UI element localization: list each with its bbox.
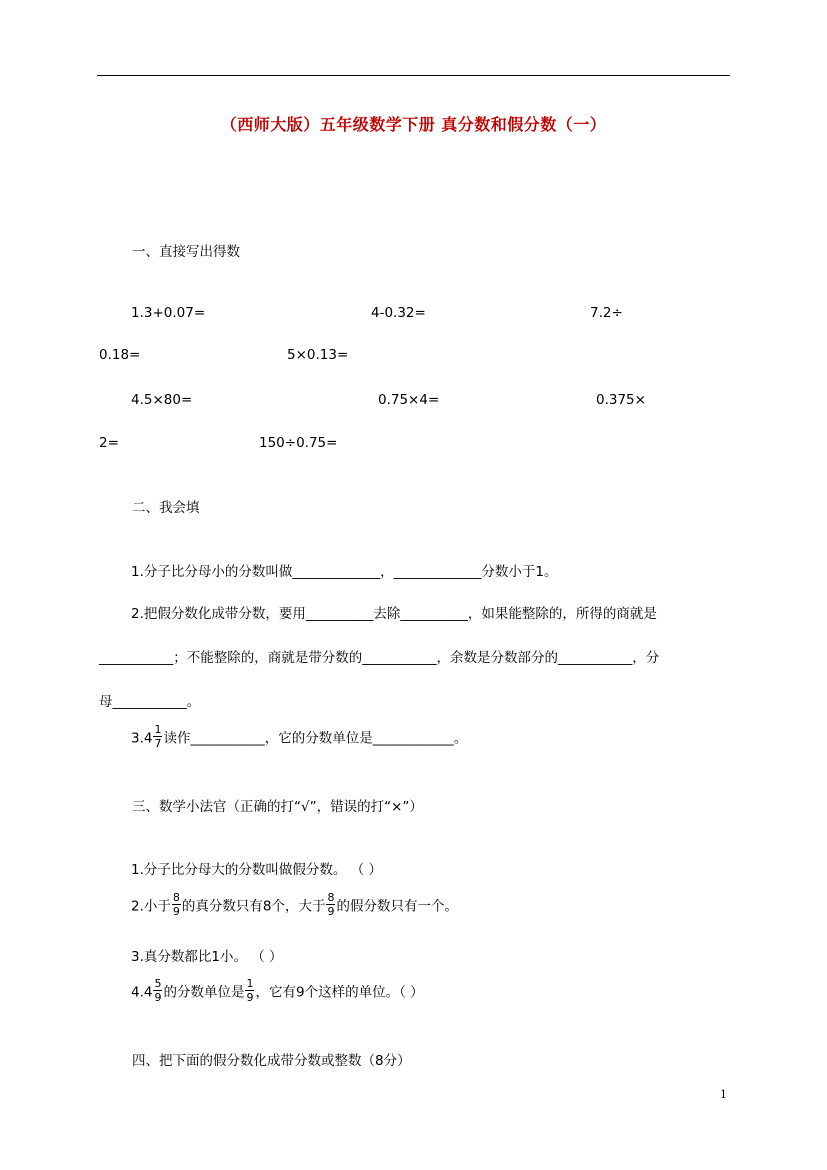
judge-question-2: 2.小于 $\frac{8}{9}$ 的真分数只有8个，大于 $\frac{8}{9}$ 的假分数只有一个。 [131, 891, 458, 918]
section1-heading: 一、直接写出得数 [132, 244, 240, 260]
fill-question-3 [131, 723, 468, 751]
fill-question-2-line2: ___________；不能整除的，商就是带分数的___________，余数是分数部分的___________，分 [99, 650, 660, 666]
document-title: （西师大版）五年级数学下册 真分数和假分数（一） [220, 115, 607, 134]
fraction: $\frac{8}{9}$ [327, 891, 335, 918]
fill-question-1: 1.分子比分母小的分数叫做_____________，_____________分数小于1。 [131, 564, 558, 580]
judge-question-1: 1.分子比分母大的分数叫做假分数。 （ ） [131, 862, 382, 878]
calc-item: 0.75×4= [378, 392, 440, 408]
calc-item: 2= [99, 435, 119, 451]
calc-item: 0.18= [99, 347, 141, 363]
calc-item: 1.3+0.07= [131, 305, 206, 321]
fraction: $\frac{8}{9}$ [172, 891, 180, 918]
calc-item: 0.375× [596, 392, 646, 408]
question-text: 3.4 [131, 730, 153, 747]
fill-question-2-line3: 母___________。 [99, 694, 201, 710]
calc-item: 4.5×80= [131, 392, 193, 408]
fraction: $\frac{1}{7}$ [154, 723, 162, 750]
page-number: 1 [720, 1088, 727, 1101]
judge-question-3: 3.真分数都比1小。 （ ） [131, 949, 283, 965]
calc-item: 4-0.32= [371, 305, 426, 321]
question-text: 读作___________，它的分数单位是____________。 [163, 730, 468, 747]
calc-item: 5×0.13= [287, 347, 349, 363]
fraction: $\frac{1}{9}$ [246, 977, 254, 1004]
section2-heading: 二、我会填 [132, 500, 200, 516]
calc-item: 7.2÷ [590, 305, 623, 321]
header-rule [97, 75, 730, 76]
section3-heading: 三、数学小法官（正确的打“√”，错误的打“×”） [132, 799, 423, 815]
calc-item: 150÷0.75= [259, 435, 338, 451]
fraction: $\frac{5}{9}$ [154, 977, 162, 1004]
section4-heading: 四、把下面的假分数化成带分数或整数（8分） [132, 1053, 411, 1069]
judge-question-4: 4.4 $\frac{5}{9}$ 的分数单位是 $\frac{1}{9}$ ，它有9个这样的单位。（ ） [131, 977, 424, 1004]
fill-question-2-line1: 2.把假分数化成带分数，要用__________去除__________，如果能整除的，所得的商就是 [131, 606, 657, 622]
